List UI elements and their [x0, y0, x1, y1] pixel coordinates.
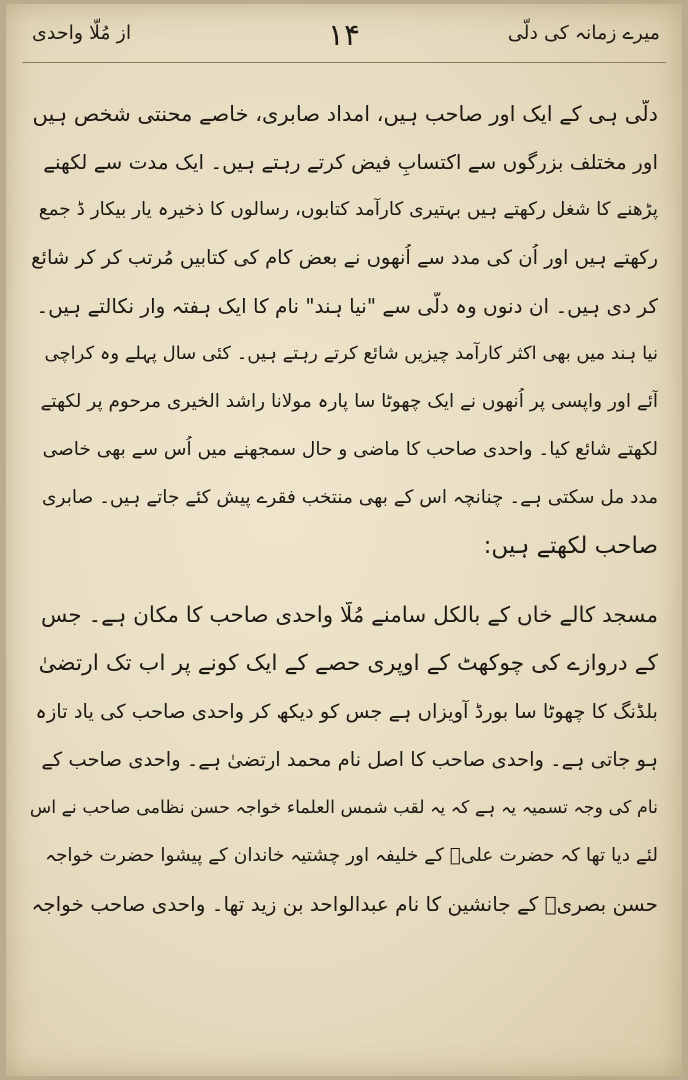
- text-line: صاحب لکھتے ہیں:: [483, 533, 658, 559]
- running-title: میرے زمانہ کی دلّی: [507, 22, 660, 44]
- text-line: دلّی ہی کے ایک اور صاحب ہیں، امداد صابری، خاصے محنتی شخص ہیں: [32, 102, 658, 126]
- text-line: آئے اور واپسی پر اُنھوں نے ایک چھوٹا سا پارہ مولانا راشد الخیری مرحوم پر لکھتے: [40, 391, 658, 412]
- text-line: ہو جاتی ہے۔ واحدی صاحب کا اصل نام محمد ارتضیٰ ہے۔ واحدی صاحب کے: [41, 748, 658, 771]
- text-line: اور مختلف بزرگوں سے اکتسابِ فیض کرتے رہتے ہیں۔ ایک مدت سے لکھنے: [43, 150, 658, 174]
- text-line: نام کی وجہ تسمیہ یہ ہے کہ یہ لقب شمس العلماء خواجہ حسن نظامی صاحب نے اس: [30, 798, 658, 818]
- text-line: پڑھنے کا شغل رکھتے ہیں بہتیری کارآمد کتابوں، رسالوں کا ذخیرہ یار بیکار ڈ جمع: [38, 199, 658, 220]
- paragraph-1: [30, 100, 658, 580]
- text-line: نیا ہند میں بھی اکثر کارآمد چیزیں شائع کرتے رہتے ہیں۔ کئی سال پہلے وہ کراچی: [44, 343, 658, 364]
- text-line: بلڈنگ کا چھوٹا سا بورڈ آویزاں ہے جس کو دیکھ کر واحدی صاحب کی یاد تازہ: [35, 700, 658, 723]
- page-header: [6, 18, 682, 66]
- header-rule: [22, 62, 666, 63]
- paragraph-2: [30, 602, 658, 938]
- paragraph-gap: [30, 580, 658, 602]
- text-line: لکھتے شائع کیا۔ واحدی صاحب کا ماضی و حال سمجھنے میں اُس سے بھی خاصی: [42, 439, 658, 460]
- book-page: [6, 4, 682, 1076]
- text-line: مسجد کالے خاں کے بالکل سامنے مُلّا واحدی صاحب کا مکان ہے۔ جس: [40, 603, 658, 628]
- body-text: [30, 100, 658, 938]
- text-line: کر دی ہیں۔ ان دنوں وہ دلّی سے "نیا ہند" نام کا ایک ہفتہ وار نکالتے ہیں۔: [36, 294, 658, 318]
- text-line: مدد مل سکتی ہے۔ چنانچہ اس کے بھی منتخب فقرے پیش کئے جاتے ہیں۔ صابری: [42, 487, 658, 508]
- text-line: رکھتے ہیں اور اُن کی مدد سے اُنھوں نے بعض کام کی کتابیں مُرتب کر کر شائع: [31, 246, 658, 269]
- text-line: کے دروازے کی چوکھٹ کے اوپری حصے کے ایک کونے پر اب تک ارتضیٰ: [38, 651, 658, 676]
- text-line: لئے دیا تھا کہ حضرت علیؓ کے خلیفہ اور چشتیہ خاندان کے پیشوا حضرت خواجہ: [45, 845, 658, 866]
- page-number: ۱۴: [327, 18, 361, 53]
- text-line: حسن بصریؒ کے جانشین کا نام عبدالواحد بن زید تھا۔ واحدی صاحب خواجہ: [31, 892, 658, 916]
- running-author: از مُلّا واحدی: [32, 22, 132, 44]
